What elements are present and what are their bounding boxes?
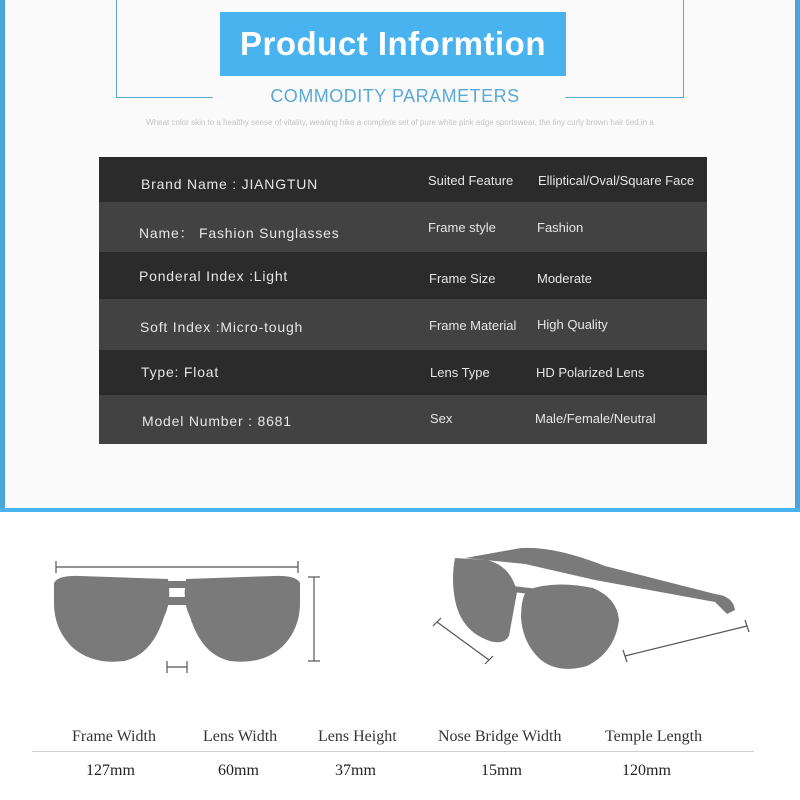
param-value: Elliptical/Oval/Square Face	[538, 173, 695, 188]
lens-width-value: 60mm	[218, 762, 259, 779]
param-left: Model Number : 8681	[142, 413, 292, 429]
param-key: Lens Type	[430, 365, 490, 380]
frame-line	[565, 97, 684, 98]
sunglasses-front-icon	[40, 555, 330, 680]
param-left: Brand Name : JIANGTUN	[141, 176, 319, 192]
frame-line	[116, 97, 213, 98]
param-left: Ponderal Index :Light	[139, 268, 289, 284]
param-key: Frame Material	[429, 318, 517, 333]
left-accent-border	[0, 0, 5, 508]
param-key: Frame style	[428, 220, 496, 235]
parameters-table	[99, 157, 707, 444]
table-row	[99, 299, 707, 350]
param-key: Suited Feature	[428, 173, 514, 188]
tagline-text: Wheat color skin to a healthy sense of vitality, wearing hike a complete set of pure white pink edge sportswear, the tiny curly brown hair tied in a	[146, 118, 654, 127]
nose-bridge-width-label: Nose Bridge Width	[438, 728, 562, 745]
section-subtitle: COMMODITY PARAMETERS	[270, 86, 520, 106]
param-key: Sex	[430, 411, 453, 426]
sunglasses-side-icon	[425, 540, 755, 680]
right-accent-border	[795, 0, 800, 508]
frame-line	[116, 0, 117, 98]
temple-length-value: 120mm	[622, 762, 671, 779]
temple-length-label: Temple Length	[605, 728, 703, 745]
table-row	[99, 157, 707, 202]
nose-bridge-width-value: 15mm	[481, 762, 522, 779]
param-value: Fashion	[537, 220, 584, 235]
page-title: Product Informtion	[220, 12, 566, 76]
dimensions-separator	[32, 751, 754, 752]
param-value: High Quality	[537, 317, 608, 332]
lens-height-value: 37mm	[335, 762, 376, 779]
param-left: Type: Float	[141, 364, 220, 380]
param-value: HD Polarized Lens	[536, 365, 645, 380]
frame-width-label: Frame Width	[72, 728, 156, 745]
lens-height-label: Lens Height	[318, 728, 397, 745]
frame-line	[683, 0, 684, 98]
param-left: Soft Index :Micro-tough	[140, 319, 304, 335]
param-left: Name： Fashion Sunglasses	[139, 225, 340, 241]
table-row	[99, 202, 707, 252]
lens-width-label: Lens Width	[203, 728, 278, 745]
table-row	[99, 395, 707, 444]
table-row	[99, 350, 707, 395]
param-value: Male/Female/Neutral	[535, 411, 656, 426]
param-value: Moderate	[537, 271, 592, 286]
frame-width-value: 127mm	[86, 762, 135, 779]
table-row	[99, 252, 707, 299]
param-key: Frame Size	[429, 271, 496, 286]
